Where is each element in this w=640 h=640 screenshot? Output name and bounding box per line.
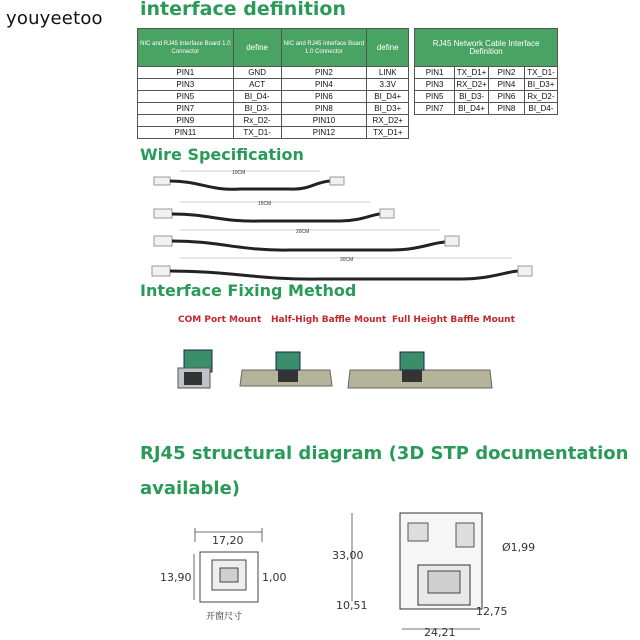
table-cell: BI_D3- (233, 103, 281, 115)
mount-label-full: Full Height Baffle Mount (392, 315, 515, 325)
table-cell: Rx_D2- (524, 91, 557, 103)
section-title-interface-definition: interface definition (140, 0, 347, 20)
table-cell: BI_D3+ (367, 103, 409, 115)
table-cell: PIN7 (415, 103, 455, 115)
table-cell: PIN7 (138, 103, 234, 115)
wire-length-label: 15CM (258, 201, 272, 207)
dim-height-left: 13,90 (160, 571, 192, 584)
table-cell: PIN3 (415, 79, 455, 91)
table-cell: BI_D4+ (367, 91, 409, 103)
wire-length-label: 10CM (232, 170, 246, 176)
table-header-cell: RJ45 Network Cable Interface Definition (415, 29, 558, 67)
pin-definition-table (137, 28, 558, 139)
dim-right-small: 12,75 (476, 605, 508, 618)
table-cell: GND (233, 67, 281, 79)
rj45-structural-drawing (330, 505, 570, 640)
table-cell: BI_D3+ (524, 79, 557, 91)
com-port-mount-image (178, 350, 212, 388)
table-cell: PIN2 (281, 67, 367, 79)
dim-notch: 1,00 (262, 571, 287, 584)
table-cell: TX_D1+ (367, 127, 409, 139)
table-cell: PIN6 (281, 91, 367, 103)
cable-15cm (154, 201, 394, 221)
table-row (138, 79, 558, 91)
table-header-cell: NIC and RJ45 Interface Board 1.0 Connector (138, 29, 234, 67)
table-cell: BI_D4- (233, 91, 281, 103)
wire-illustration (140, 166, 540, 284)
dim-hole: Ø1,99 (502, 541, 536, 554)
table-row (138, 127, 558, 139)
table-cell: PIN8 (281, 103, 367, 115)
table-cell: 3.3V (367, 79, 409, 91)
table-cell: PIN8 (489, 103, 525, 115)
table-cell: PIN1 (138, 67, 234, 79)
section-title-rj45: RJ45 structural diagram (3D STP documentation (140, 443, 629, 464)
table-cell: PIN5 (415, 91, 455, 103)
dim-left-small: 10,51 (336, 599, 368, 612)
table-cell: PIN3 (138, 79, 234, 91)
table-cell: TX_D1- (233, 127, 281, 139)
table-row (138, 67, 558, 79)
table-cell: PIN11 (138, 127, 234, 139)
section-title-wire-spec: Wire Specification (140, 145, 304, 164)
table-row (138, 103, 558, 115)
table-header-row (138, 29, 558, 67)
table-cell: PIN1 (415, 67, 455, 79)
table-row (138, 91, 558, 103)
table-cell: Rx_D2- (233, 115, 281, 127)
table-header-cell: define (367, 29, 409, 67)
cable-10cm (154, 170, 344, 189)
mount-photos (160, 340, 500, 400)
wire-length-label: 20CM (296, 229, 310, 235)
table-cell: PIN2 (489, 67, 525, 79)
table-cell: PIN12 (281, 127, 367, 139)
table-cell: PIN4 (281, 79, 367, 91)
section-title-fixing: Interface Fixing Method (140, 281, 357, 300)
table-cell: RX_D2+ (456, 80, 487, 89)
table-cell: PIN10 (281, 115, 367, 127)
mount-label-com: COM Port Mount (178, 315, 262, 325)
dim-height-big: 33,00 (332, 549, 364, 562)
table-cell: LINK (367, 67, 409, 79)
section-title-rj45-line2: available) (140, 478, 241, 499)
table-cell: PIN6 (489, 91, 525, 103)
brand-logo: youyeetoo (6, 8, 103, 29)
diagram-caption: 开窗尺寸 (206, 612, 243, 622)
dim-bottom-width: 24,21 (424, 626, 456, 639)
table-cell: BI_D4- (524, 103, 557, 115)
rj45-cutout-drawing (150, 520, 300, 630)
table-cell: RX_D2+ (367, 115, 409, 127)
cable-20cm (154, 229, 459, 250)
dim-width-top: 17,20 (212, 534, 244, 547)
table-gap (409, 115, 558, 127)
wire-length-label: 30CM (340, 257, 354, 263)
table-cell: PIN4 (489, 79, 525, 91)
table-cell: TX_D1+ (455, 67, 489, 79)
table-row (138, 115, 558, 127)
table-cell: BI_D4+ (455, 103, 489, 115)
table-cell: PIN5 (138, 91, 234, 103)
cable-30cm (152, 257, 532, 279)
table-header-cell: define (233, 29, 281, 67)
mount-label-half: Half-High Baffle Mount (271, 315, 387, 325)
table-gap (409, 127, 558, 139)
table-cell: BI_D3- (455, 91, 489, 103)
table-cell: TX_D1- (524, 67, 557, 79)
half-baffle-mount-image (240, 352, 332, 386)
table-cell: ACT (233, 79, 281, 91)
table-header-cell: NIC and RJ45 Interface Board 1.0 Connector (281, 29, 367, 67)
table-cell: PIN9 (138, 115, 234, 127)
full-baffle-mount-image (348, 352, 492, 388)
